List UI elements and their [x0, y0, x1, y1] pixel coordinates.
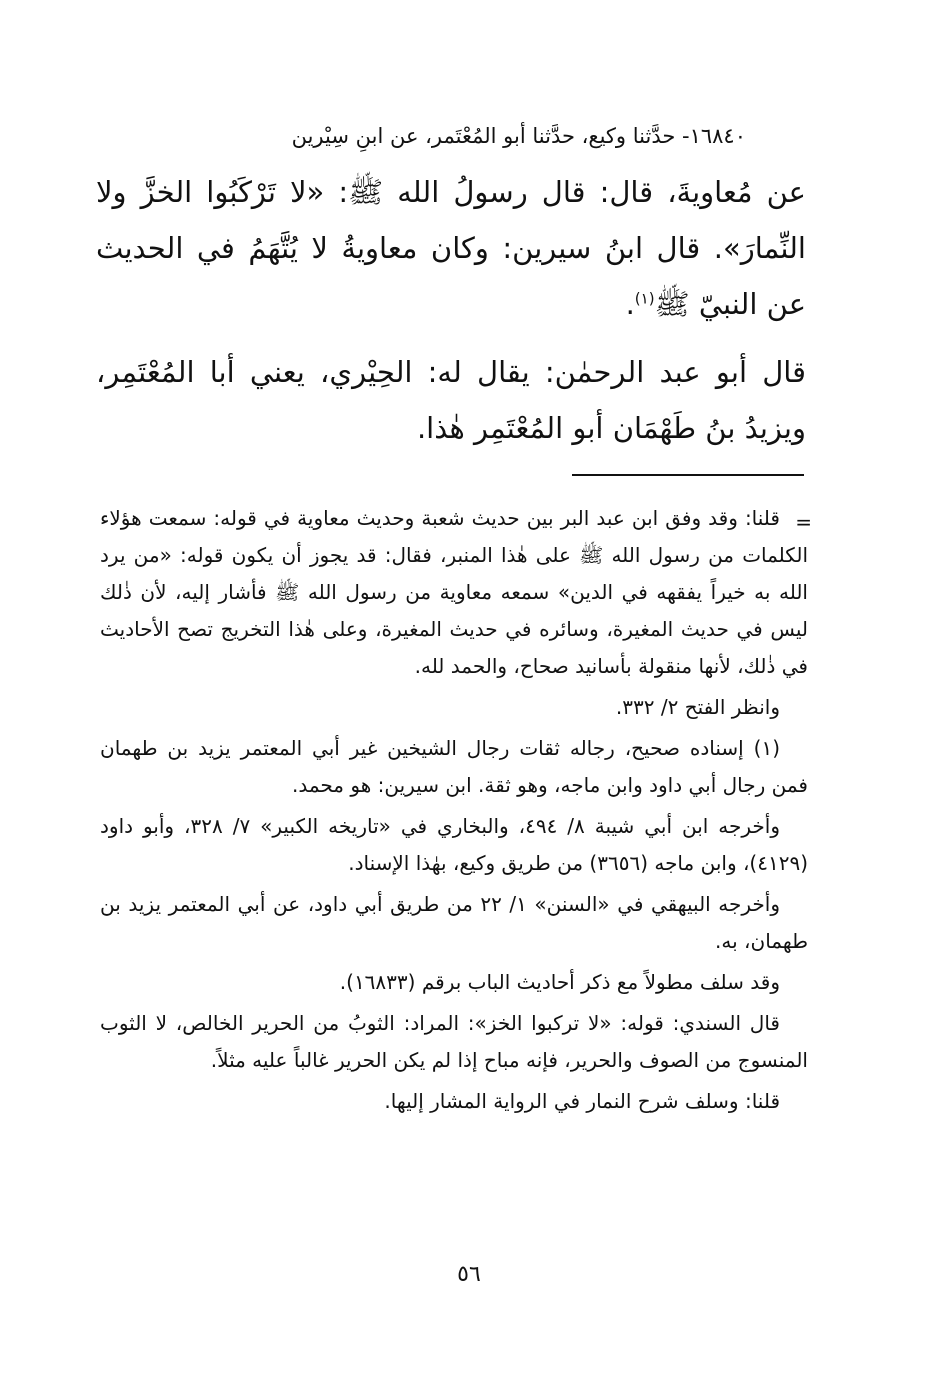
footnotes [100, 500, 812, 1124]
hadith-body: عن مُعاويةَ، قال: قال رسولُ الله ﷺ: «لا تَرْكَبُوا الخزَّ ولا النِّمارَ». قال ابنُ سيرين: وكان معاويةُ لا يُتَّهَمُ في الحديث عن النبيّ ﷺ [96, 175, 806, 321]
footnote-sindi-comment: قال السندي: قوله: «لا تركبوا الخز»: المراد: الثوبُ من الحرير الخالص، لا الثوب المنسوج من الصوف والحرير، فإنه مباح إذا لم يكن الحرير غالباً عليه مثلاً. [100, 1011, 808, 1072]
hadith-end-mark: . [625, 287, 635, 321]
commentary-text: قال أبو عبد الرحمٰن: يقال له: الحِيْري، يعني أبا المُعْتَمِر، ويزيدُ بنُ طَهْمَان أبو المُعْتَمِر هٰذا. [96, 355, 806, 445]
continued-marker: = [795, 510, 812, 534]
main-text [96, 118, 806, 456]
footnote-reference: (١) [634, 289, 655, 308]
hadith-heading: ١٦٨٤٠- حدَّثنا وكيع، حدَّثنا أبو المُعْتَمر، عن ابنِ سِيْرين [291, 124, 746, 148]
footnote-1: (١) إسناده صحيح، رجاله ثقات رجال الشيخين غير أبي المعتمر يزيد بن طهمان فمن رجال أبي داود وابن ماجه، وهو ثقة. ابن سيرين: هو محمد. [100, 736, 808, 797]
footnote-takhrij-2: وأخرجه البيهقي في «السنن» ١/ ٢٢ من طريق أبي داود، عن أبي المعتمر يزيد بن طهمان، به. [100, 892, 808, 953]
footnote-cross-reference: وقد سلف مطولاً مع ذكر أحاديث الباب برقم (١٦٨٣٣). [339, 970, 780, 994]
footnote-takhrij-1: وأخرجه ابن أبي شيبة ٨/ ٤٩٤، والبخاري في «تاريخه الكبير» ٧/ ٣٢٨، وأبو داود (٤١٢٩)، وابن ماجه (٣٦٥٦) من طريق وكيع، بهٰذا الإسناد. [100, 814, 808, 875]
footnote-continued [100, 500, 812, 685]
footnote-final-note: قلنا: وسلف شرح النمار في الرواية المشار إليها. [384, 1089, 780, 1113]
footnote-continued-text: قلنا: وقد وفق ابن عبد البر بين حديث شعبة وحديث معاوية في قوله: سمعت هؤلاء الكلمات من رسول الله ﷺ على هٰذا المنبر، فقال: قد يجوز أن يكون قوله: «من يرد الله به خيراً يفقهه في الدين» سمعه معاوية من رسول الله ﷺ فأشار إليه، لأن ذٰلك ليس في حديث المغيرة، وسائره في حديث المغيرة، وعلى هٰذا التخريج تصح الأحاديث في ذٰلك، لأنها منقولة بأسانيد صحاح، والحمد لله. [100, 506, 808, 678]
page-number: ٥٦ [457, 1262, 481, 1287]
hadith-text [96, 164, 806, 332]
footnote-reference-line: وانظر الفتح ٢/ ٣٣٢. [615, 695, 780, 719]
footnote-divider [572, 474, 804, 476]
